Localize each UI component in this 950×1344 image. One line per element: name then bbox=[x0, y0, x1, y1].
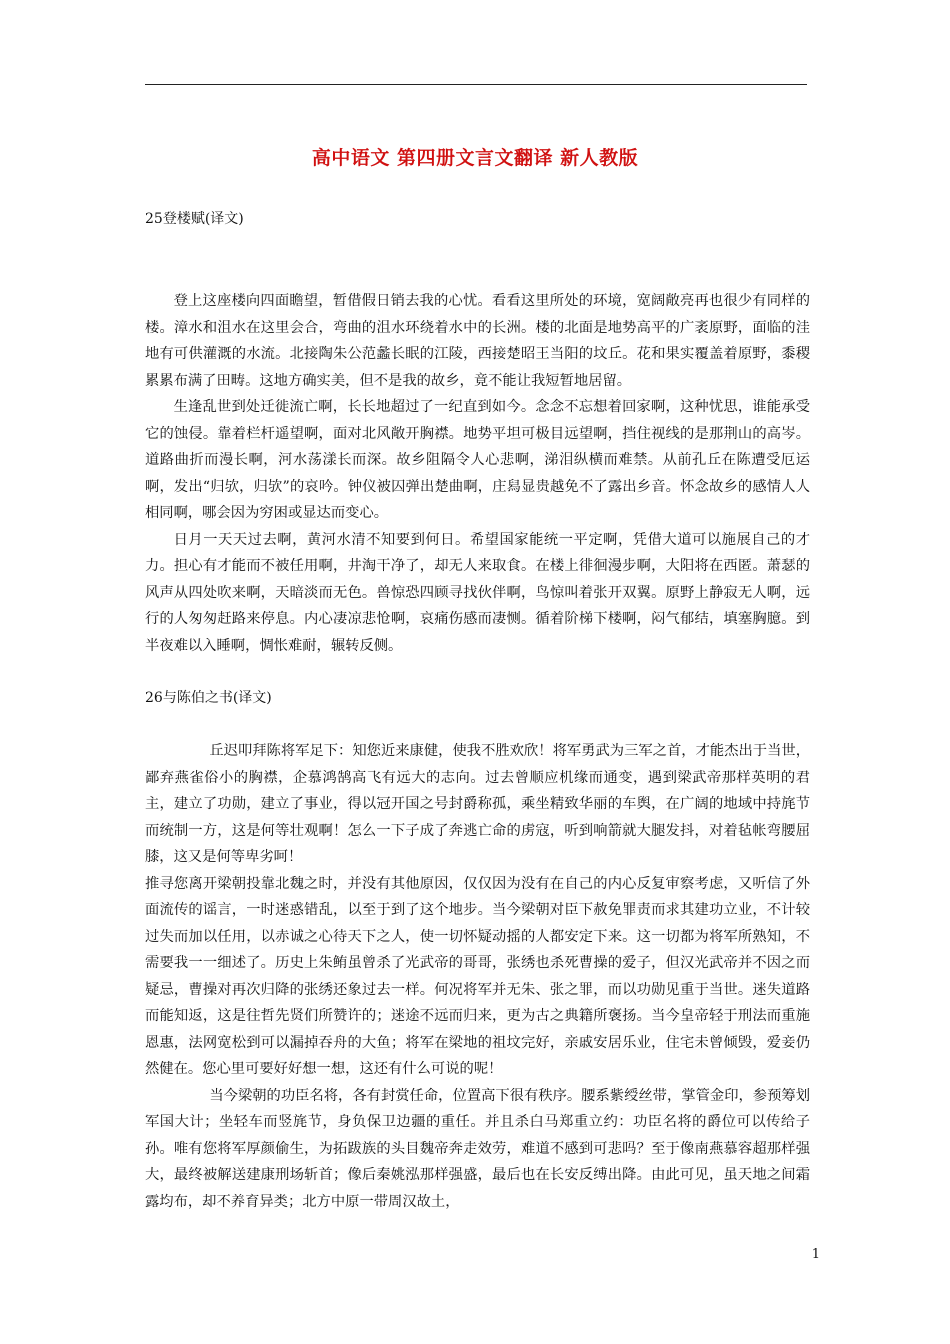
section-heading-denglou: 25登楼赋(译文) bbox=[145, 211, 244, 227]
section-heading-chenbozhi: 26与陈伯之书(译文) bbox=[145, 690, 272, 706]
paragraph: 生逢乱世到处迁徙流亡啊，长长地超过了一纪直到如今。念念不忘想着回家啊，这种忧思，谁能承受它的蚀侵。靠着栏杆遥望啊，面对北风敞开胸襟。地势平坦可极目远望啊，挡住视线的是那荆山的高岑。道路曲折而漫长啊，河水荡漾长而深。故乡阻隔令人心悲啊，涕泪纵横而难禁。从前孔丘在陈遭受厄运啊，发出“归欤，归欤”的哀吟。钟仪被囚弹出楚曲啊，庄舄显贵越免不了露出乡音。怀念故乡的感情人人相同啊，哪会因为穷困或显达而变心。 bbox=[145, 399, 810, 521]
section-body-denglou bbox=[145, 288, 810, 659]
paragraph: 登上这座楼向四面瞻望，暂借假日销去我的心忧。看看这里所处的环境，宽阔敞亮再也很少有同样的楼。漳水和沮水在这里会合，弯曲的沮水环绕着水中的长洲。楼的北面是地势高平的广袤原野，面临的洼地有可供灌溉的水流。北接陶朱公范蠡长眠的江陵，西接楚昭王当阳的坟丘。花和果实覆盖着原野，黍稷累累布满了田畴。这地方确实美，但不是我的故乡，竟不能让我短暂地居留。 bbox=[145, 293, 810, 389]
paragraph: 当今梁朝的功臣名将，各有封赏任命，位置高下很有秩序。腰系紫绶丝带，掌管金印，参预筹划军国大计；坐轻车而竖旄节，身负保卫边疆的重任。并且杀白马郑重立约：功臣名将的爵位可以传给子孙。唯有您将军厚颜偷生，为拓跋族的头目魏帝奔走效劳，难道不感到可悲吗？至于像南燕慕容超那样强大，最终被解送建康刑场斩首；像后秦姚泓那样强盛，最后也在长安反缚出降。由此可见，虽天地之间霜露均布，却不养育异类；北方中原一带周汉故土， bbox=[145, 1087, 810, 1210]
paragraph: 丘迟叩拜陈将军足下：知您近来康健，使我不胜欢欣！将军勇武为三军之首，才能杰出于当世，鄙弃燕雀俗小的胸襟，企慕鸿鹄高飞有远大的志向。过去曾顺应机缘而通变，遇到梁武帝那样英明的君主，建立了功勋，建立了事业，得以冠开国之号封爵称孤，乘坐精致华丽的车舆，在广阔的地域中持旄节而统制一方，这是何等壮观啊！怎么一下子成了奔逃亡命的虏寇，听到响箭就大腿发抖，对着毡帐弯腰屈膝，这又是何等卑劣呵！ bbox=[145, 743, 810, 865]
paragraph: 推寻您离开梁朝投靠北魏之时，并没有其他原因，仅仅因为没有在自己的内心反复审察考虑，又听信了外面流传的谣言，一时迷惑错乱，以至于到了这个地步。当今梁朝对臣下赦免罪责而求其建功立业，不计较过失而加以任用，以赤诚之心待天下之人，使一切怀疑动摇的人都安定下来。这一切都为将军所熟知，不需要我一一细述了。历史上朱鲔虽曾杀了光武帝的哥哥，张绣也杀死曹操的爱子，但汉光武帝并不因之而疑忌，曹操对再次归降的张绣还象过去一样。何况将军并无朱、张之罪，而以功勋见重于当世。迷失道路而能知返，这是往哲先贤们所赞许的；迷途不远而归来，更为古之典籍所褒扬。当今皇帝轻于刑法而重施恩惠，法网宽松到可以漏掉吞舟的大鱼；将军在梁地的祖坟完好，亲戚安居乐业，住宅未曾倾毁，爱妾仍然健在。您心里可要好好想一想，这还有什么可说的呢！ bbox=[145, 875, 810, 1077]
section-body-chenbozhi bbox=[145, 738, 810, 1215]
header-rule bbox=[145, 84, 807, 85]
document-title: 高中语文 第四册文言文翻译 新人教版 bbox=[311, 147, 639, 169]
page-number: 1 bbox=[811, 1247, 820, 1262]
paragraph: 日月一天天过去啊，黄河水清不知要到何日。希望国家能统一平定啊，凭借大道可以施展自己的才力。担心有才能而不被任用啊，井淘干净了，却无人来取食。在楼上徘徊漫步啊，大阳将在西匿。萧瑟的风声从四处吹来啊，天暗淡而无色。兽惊恐四顾寻找伙伴啊，鸟惊叫着张开双翼。原野上静寂无人啊，远行的人匆匆赶路来停息。内心凄凉悲怆啊，哀痛伤感而凄恻。循着阶梯下楼啊，闷气郁结，填塞胸臆。到半夜难以入睡啊，惆怅难耐，辗转反侧。 bbox=[145, 531, 810, 654]
